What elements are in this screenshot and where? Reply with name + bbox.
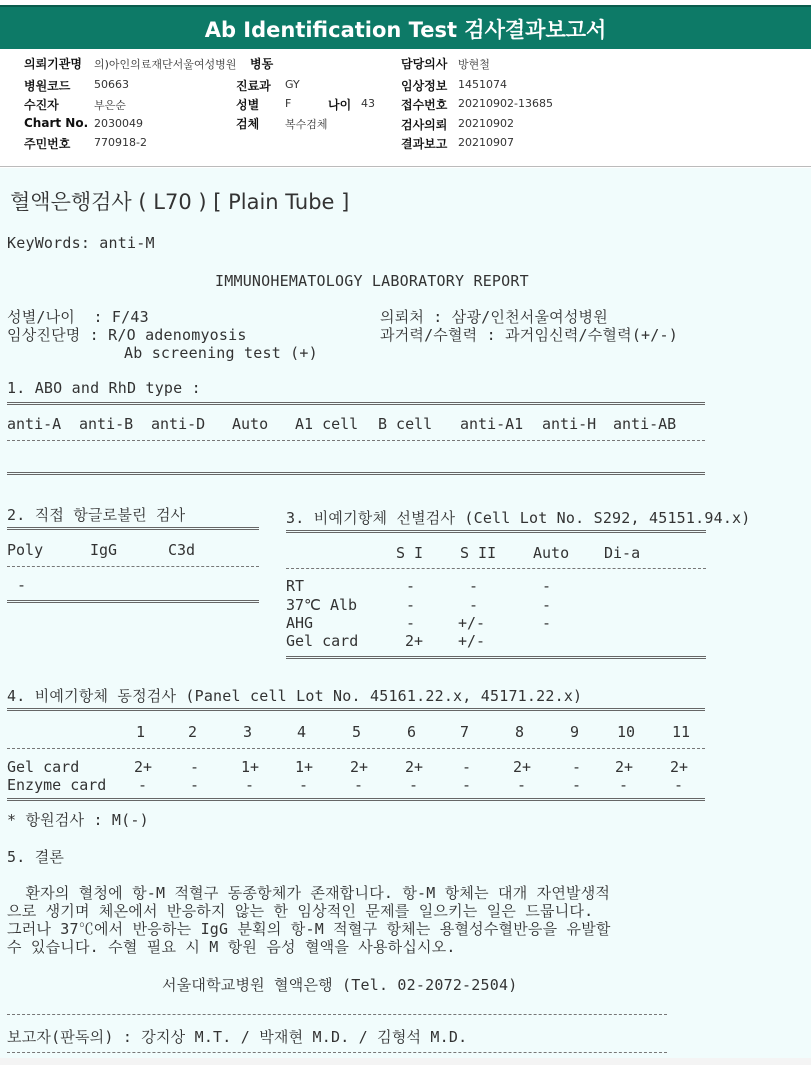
- panel-column-header: 1: [136, 723, 146, 741]
- abo-header: anti-A: [7, 415, 62, 433]
- panel-column-header: 11: [672, 723, 691, 741]
- panel-cell: -: [517, 776, 527, 794]
- screen-cell: +/-: [458, 632, 486, 650]
- rule: [7, 600, 259, 603]
- doctor-value: 방현철: [458, 58, 490, 71]
- screen-section-title: 3. 비예기항체 선별검사 (Cell Lot No. S292, 45151.94.x): [286, 509, 751, 527]
- panel-cell: -: [354, 776, 364, 794]
- rule: [7, 1052, 667, 1053]
- diagnosis-line: 임상진단명 : R/O adenomyosis: [7, 326, 247, 344]
- referrer-line: 의뢰처 : 삼광/인천서울여성병원: [380, 308, 608, 326]
- lab-title: IMMUNOHEMATOLOGY LABORATORY REPORT: [215, 272, 529, 290]
- panel-cell: -: [138, 776, 148, 794]
- panel-cell: -: [190, 776, 200, 794]
- panel-row-label: Gel card: [7, 758, 80, 776]
- rule: [7, 566, 259, 567]
- report-title: Ab Identification Test 검사결과보고서: [204, 18, 607, 42]
- abo-header: anti-A1: [460, 415, 524, 433]
- specimen-label: 검체: [236, 117, 260, 131]
- abo-section-title: 1. ABO and RhD type :: [7, 379, 201, 397]
- sex-value: F: [285, 97, 292, 110]
- panel-column-header: 5: [352, 723, 362, 741]
- panel-cell: -: [299, 776, 309, 794]
- patient-name-label: 수진자: [24, 98, 59, 112]
- panel-cell: -: [619, 776, 629, 794]
- hospital-code-label: 병원코드: [24, 79, 71, 93]
- keywords: KeyWords: anti-M: [7, 234, 155, 252]
- hospital-code-value: 50663: [94, 78, 129, 91]
- screen-header: Di-a: [604, 544, 641, 562]
- panel-cell: -: [245, 776, 255, 794]
- age-value: 43: [361, 97, 375, 110]
- rule: [7, 527, 259, 530]
- screen-cell: -: [542, 577, 552, 595]
- patient-header: [0, 49, 811, 167]
- rule: [286, 568, 706, 569]
- screen-cell: 2+: [405, 632, 424, 650]
- rule: [7, 440, 705, 441]
- conclusion-line: 그러나 37℃에서 반응하는 IgG 분획의 항-M 적혈구 항체는 용혈성수혈반응을 유발할: [7, 920, 611, 938]
- panel-cell: -: [572, 758, 582, 776]
- report-date-label: 결과보고: [401, 137, 448, 151]
- screen-row-label: Gel card: [286, 632, 359, 650]
- report-date-value: 20210907: [458, 136, 514, 149]
- doctor-label: 담당의사: [401, 57, 448, 71]
- panel-cell: -: [190, 758, 200, 776]
- screen-cell: -: [406, 577, 416, 595]
- rule: [286, 530, 706, 533]
- panel-section-title: 4. 비예기항체 동정검사 (Panel cell Lot No. 45161.22.x, 45171.22.x): [7, 687, 583, 705]
- conclusion-line: 수 있습니다. 수혈 필요 시 M 항원 음성 혈액을 사용하십시오.: [7, 938, 456, 956]
- clinical-info-value: 1451074: [458, 78, 507, 91]
- panel-cell: -: [462, 758, 472, 776]
- resident-no-value: 770918-2: [94, 136, 147, 149]
- screen-cell: -: [469, 577, 479, 595]
- panel-cell: -: [572, 776, 582, 794]
- abo-header: anti-AB: [613, 415, 677, 433]
- screen-row-label: AHG: [286, 614, 314, 632]
- conclusion-line: 환자의 혈청에 항-M 적혈구 동종항체가 존재합니다. 항-M 항체는 대개 자연발생적: [7, 884, 611, 902]
- screen-header: S I: [396, 544, 424, 562]
- receipt-no-value: 20210902-13685: [458, 97, 553, 110]
- panel-cell: 2+: [513, 758, 532, 776]
- panel-cell: -: [674, 776, 684, 794]
- panel-cell: 2+: [350, 758, 369, 776]
- hospital-contact: 서울대학교병원 혈액은행 (Tel. 02-2072-2504): [162, 976, 518, 994]
- panel-cell: -: [409, 776, 419, 794]
- abo-header: anti-D: [151, 415, 206, 433]
- institution-value: 의)아인의료재단서울여성병원: [94, 58, 237, 71]
- antigen-test: * 항원검사 : M(-): [7, 811, 149, 829]
- receipt-no-label: 접수번호: [401, 98, 448, 112]
- abo-header: anti-B: [79, 415, 134, 433]
- screen-header: S II: [460, 544, 497, 562]
- screen-cell: -: [469, 596, 479, 614]
- rule: [286, 656, 706, 659]
- chart-no-label: Chart No.: [24, 116, 89, 130]
- clinical-info-label: 임상정보: [401, 79, 448, 93]
- dat-header: Poly: [7, 541, 44, 559]
- resident-no-label: 주민번호: [24, 137, 71, 151]
- panel-cell: 2+: [670, 758, 689, 776]
- abo-header: A1 cell: [295, 415, 359, 433]
- panel-column-header: 10: [617, 723, 636, 741]
- rule: [7, 1014, 667, 1015]
- report-body: [0, 168, 811, 1058]
- panel-column-header: 9: [570, 723, 580, 741]
- panel-column-header: 3: [243, 723, 253, 741]
- bottom-strip: [0, 1058, 811, 1065]
- specimen-value: 복수검체: [285, 118, 328, 131]
- institution-label: 의뢰기관명: [24, 57, 82, 71]
- abo-header: anti-H: [542, 415, 597, 433]
- screen-cell: -: [406, 596, 416, 614]
- request-date-value: 20210902: [458, 117, 514, 130]
- dat-section-title: 2. 직접 항글로불린 검사: [7, 506, 186, 524]
- rule: [7, 402, 705, 405]
- screen-cell: -: [406, 614, 416, 632]
- abo-header: Auto: [232, 415, 269, 433]
- conclusion-title: 5. 결론: [7, 848, 65, 866]
- report-heading: 혈액은행검사 ( L70 ) [ Plain Tube ]: [10, 190, 350, 214]
- sex-age-line: 성별/나이 : F/43: [7, 308, 149, 326]
- panel-cell: 1+: [241, 758, 260, 776]
- sex-label: 성별: [236, 98, 260, 112]
- rule: [7, 748, 705, 749]
- rule: [7, 708, 705, 711]
- screen-cell: +/-: [458, 614, 486, 632]
- panel-cell: 1+: [295, 758, 314, 776]
- screen-header: Auto: [533, 544, 570, 562]
- panel-cell: 2+: [615, 758, 634, 776]
- screen-row-label: RT: [286, 577, 305, 595]
- panel-column-header: 7: [460, 723, 470, 741]
- panel-cell: 2+: [405, 758, 424, 776]
- diagnosis-line-2: Ab screening test (+): [124, 344, 318, 362]
- conclusion-line: 으로 생기며 체온에서 반응하지 않는 한 임상적인 문제를 일으키는 일은 드뭅니다.: [7, 902, 594, 920]
- rule: [7, 472, 705, 475]
- rule: [7, 798, 705, 801]
- dat-header: C3d: [168, 541, 196, 559]
- screen-cell: -: [542, 596, 552, 614]
- panel-row-label: Enzyme card: [7, 776, 107, 794]
- report-title-bar: [0, 5, 811, 49]
- screen-row-label: 37℃ Alb: [286, 596, 358, 614]
- history-line: 과거력/수혈력 : 과거임신력/수혈력(+/-): [380, 326, 678, 344]
- abo-header: B cell: [378, 415, 433, 433]
- dat-header: IgG: [90, 541, 118, 559]
- request-date-label: 검사의뢰: [401, 118, 448, 132]
- panel-column-header: 8: [515, 723, 525, 741]
- patient-name-value: 부은순: [94, 99, 126, 112]
- screen-cell: -: [542, 614, 552, 632]
- dept-value: GY: [285, 78, 300, 91]
- chart-no-value: 2030049: [94, 117, 143, 130]
- panel-cell: -: [462, 776, 472, 794]
- panel-cell: 2+: [134, 758, 153, 776]
- dat-value: -: [17, 576, 27, 594]
- panel-column-header: 2: [188, 723, 198, 741]
- reporter-line: 보고자(판독의) : 강지상 M.T. / 박재현 M.D. / 김형석 M.D.: [7, 1028, 468, 1046]
- dept-label: 진료과: [236, 79, 271, 93]
- panel-column-header: 6: [407, 723, 417, 741]
- age-label: 나이: [328, 98, 352, 112]
- panel-column-header: 4: [297, 723, 307, 741]
- ward-label: 병동: [250, 57, 274, 71]
